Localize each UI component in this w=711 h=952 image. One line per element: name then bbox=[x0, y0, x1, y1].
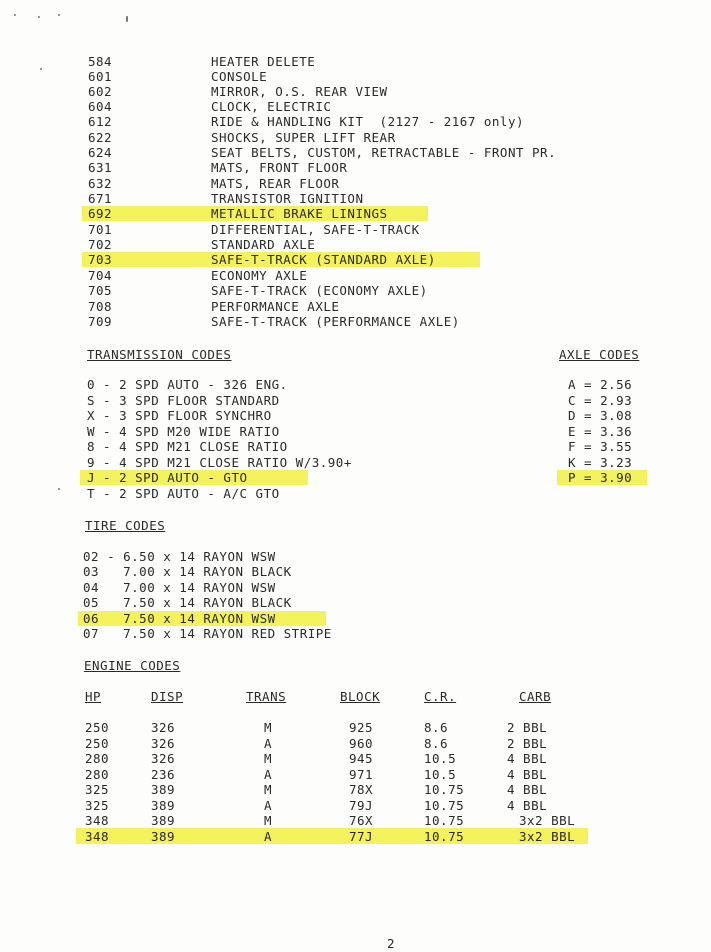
axle-item: D = 3.08 bbox=[568, 408, 633, 423]
transmission-item: T - 2 SPD AUTO - A/C GTO bbox=[87, 486, 280, 501]
engine-cell: 250 bbox=[85, 720, 110, 735]
engine-cell: 348 bbox=[85, 829, 110, 844]
engine-cell: A bbox=[264, 736, 273, 751]
engine-cell: 10.5 bbox=[424, 767, 457, 782]
scan-speck bbox=[38, 16, 40, 18]
engine-cell: 250 bbox=[85, 736, 110, 751]
option-desc: RIDE & HANDLING KIT (2127 - 2167 only) bbox=[211, 114, 524, 129]
option-desc: METALLIC BRAKE LININGS bbox=[211, 206, 388, 221]
engine-cell: 4 BBL bbox=[507, 798, 548, 813]
engine-cell: 77J bbox=[349, 829, 374, 844]
engine-cell: 236 bbox=[151, 767, 176, 782]
option-code: 602 bbox=[88, 84, 113, 99]
engine-cell: M bbox=[264, 813, 273, 828]
scan-speck bbox=[14, 14, 16, 16]
option-desc: CLOCK, ELECTRIC bbox=[211, 99, 332, 114]
engine-col-header: TRANS bbox=[246, 689, 287, 704]
tire-item: 07 7.50 x 14 RAYON RED STRIPE bbox=[83, 626, 332, 641]
engine-cell: 4 BBL bbox=[507, 751, 548, 766]
engine-cell: 348 bbox=[85, 813, 110, 828]
engine-cell: 8.6 bbox=[424, 736, 449, 751]
engine-cell: 925 bbox=[349, 720, 374, 735]
engine-cell: 945 bbox=[349, 751, 374, 766]
engine-cell: 4 BBL bbox=[507, 767, 548, 782]
engine-cell: M bbox=[264, 751, 273, 766]
option-desc: SAFE-T-TRACK (STANDARD AXLE) bbox=[211, 252, 436, 267]
option-desc: SHOCKS, SUPER LIFT REAR bbox=[211, 130, 396, 145]
engine-cell: 10.75 bbox=[424, 829, 465, 844]
option-code: 604 bbox=[88, 99, 113, 114]
engine-cell: 389 bbox=[151, 782, 176, 797]
engine-cell: 326 bbox=[151, 720, 176, 735]
option-code: 612 bbox=[88, 114, 113, 129]
option-code: 704 bbox=[88, 268, 113, 283]
option-code: 702 bbox=[88, 237, 113, 252]
option-code: 701 bbox=[88, 222, 113, 237]
option-code: 671 bbox=[88, 191, 113, 206]
option-code: 624 bbox=[88, 145, 113, 160]
option-desc: TRANSISTOR IGNITION bbox=[211, 191, 364, 206]
option-desc: SAFE-T-TRACK (ECONOMY AXLE) bbox=[211, 283, 428, 298]
axle-heading: AXLE CODES bbox=[559, 347, 640, 362]
engine-cell: 10.5 bbox=[424, 751, 457, 766]
option-code: 601 bbox=[88, 69, 113, 84]
option-code: 703 bbox=[88, 252, 113, 267]
engine-cell: 3x2 BBL bbox=[519, 813, 576, 828]
engine-cell: 2 BBL bbox=[507, 736, 548, 751]
engine-cell: 326 bbox=[151, 736, 176, 751]
option-desc: MATS, FRONT FLOOR bbox=[211, 160, 348, 175]
tire-item: 03 7.00 x 14 RAYON BLACK bbox=[83, 564, 292, 579]
engine-cell: 389 bbox=[151, 798, 176, 813]
scan-speck bbox=[58, 14, 60, 16]
engine-cell: 10.75 bbox=[424, 782, 465, 797]
tire-item: 02 - 6.50 x 14 RAYON WSW bbox=[83, 549, 276, 564]
engine-cell: 389 bbox=[151, 829, 176, 844]
axle-item: C = 2.93 bbox=[568, 393, 633, 408]
engine-cell: 79J bbox=[349, 798, 374, 813]
option-desc: ECONOMY AXLE bbox=[211, 268, 308, 283]
transmission-item: J - 2 SPD AUTO - GTO bbox=[87, 470, 248, 485]
page-number: 2 bbox=[387, 936, 396, 951]
option-desc: MATS, REAR FLOOR bbox=[211, 176, 340, 191]
engine-cell: 4 BBL bbox=[507, 782, 548, 797]
engine-cell: 2 BBL bbox=[507, 720, 548, 735]
scan-speck bbox=[40, 68, 42, 70]
engine-cell: 389 bbox=[151, 813, 176, 828]
engine-col-header: HP bbox=[85, 689, 102, 704]
engine-col-header: DISP bbox=[151, 689, 184, 704]
option-desc: SEAT BELTS, CUSTOM, RETRACTABLE - FRONT PR. bbox=[211, 145, 557, 160]
engine-cell: M bbox=[264, 720, 273, 735]
transmission-item: 8 - 4 SPD M21 CLOSE RATIO bbox=[87, 439, 288, 454]
engine-col-header: BLOCK bbox=[340, 689, 381, 704]
engine-cell: A bbox=[264, 829, 273, 844]
option-code: 632 bbox=[88, 176, 113, 191]
axle-item: A = 2.56 bbox=[568, 377, 633, 392]
tire-heading: TIRE CODES bbox=[85, 518, 166, 533]
option-code: 584 bbox=[88, 54, 113, 69]
option-code: 692 bbox=[88, 206, 113, 221]
option-desc: HEATER DELETE bbox=[211, 54, 316, 69]
scan-speck bbox=[58, 488, 60, 490]
engine-cell: 10.75 bbox=[424, 813, 465, 828]
engine-cell: 280 bbox=[85, 751, 110, 766]
engine-col-header: CARB bbox=[519, 689, 552, 704]
axle-item: K = 3.23 bbox=[568, 455, 633, 470]
axle-item: F = 3.55 bbox=[568, 439, 633, 454]
engine-cell: 326 bbox=[151, 751, 176, 766]
option-code: 708 bbox=[88, 299, 113, 314]
option-desc: CONSOLE bbox=[211, 69, 268, 84]
engine-cell: 76X bbox=[349, 813, 374, 828]
engine-cell: 960 bbox=[349, 736, 374, 751]
engine-cell: 325 bbox=[85, 782, 110, 797]
option-code: 709 bbox=[88, 314, 113, 329]
scan-speck bbox=[126, 16, 128, 22]
engine-cell: A bbox=[264, 767, 273, 782]
axle-item: E = 3.36 bbox=[568, 424, 633, 439]
engine-cell: 3x2 BBL bbox=[519, 829, 576, 844]
option-desc: SAFE-T-TRACK (PERFORMANCE AXLE) bbox=[211, 314, 460, 329]
transmission-item: 0 - 2 SPD AUTO - 326 ENG. bbox=[87, 377, 288, 392]
tire-item: 05 7.50 x 14 RAYON BLACK bbox=[83, 595, 292, 610]
engine-cell: A bbox=[264, 798, 273, 813]
tire-item: 04 7.00 x 14 RAYON WSW bbox=[83, 580, 276, 595]
option-code: 622 bbox=[88, 130, 113, 145]
engine-col-header: C.R. bbox=[424, 689, 457, 704]
engine-cell: 10.75 bbox=[424, 798, 465, 813]
option-desc: STANDARD AXLE bbox=[211, 237, 316, 252]
option-code: 631 bbox=[88, 160, 113, 175]
transmission-item: W - 4 SPD M20 WIDE RATIO bbox=[87, 424, 280, 439]
option-desc: DIFFERENTIAL, SAFE-T-TRACK bbox=[211, 222, 420, 237]
tire-item: 06 7.50 x 14 RAYON WSW bbox=[83, 611, 276, 626]
option-desc: PERFORMANCE AXLE bbox=[211, 299, 340, 314]
transmission-item: 9 - 4 SPD M21 CLOSE RATIO W/3.90+ bbox=[87, 455, 352, 470]
transmission-item: X - 3 SPD FLOOR SYNCHRO bbox=[87, 408, 272, 423]
engine-heading: ENGINE CODES bbox=[84, 658, 181, 673]
engine-cell: 8.6 bbox=[424, 720, 449, 735]
transmission-heading: TRANSMISSION CODES bbox=[87, 347, 232, 362]
engine-cell: M bbox=[264, 782, 273, 797]
axle-item: P = 3.90 bbox=[568, 470, 633, 485]
option-desc: MIRROR, O.S. REAR VIEW bbox=[211, 84, 388, 99]
engine-cell: 971 bbox=[349, 767, 374, 782]
option-code: 705 bbox=[88, 283, 113, 298]
engine-cell: 78X bbox=[349, 782, 374, 797]
engine-cell: 325 bbox=[85, 798, 110, 813]
transmission-item: S - 3 SPD FLOOR STANDARD bbox=[87, 393, 280, 408]
engine-cell: 280 bbox=[85, 767, 110, 782]
